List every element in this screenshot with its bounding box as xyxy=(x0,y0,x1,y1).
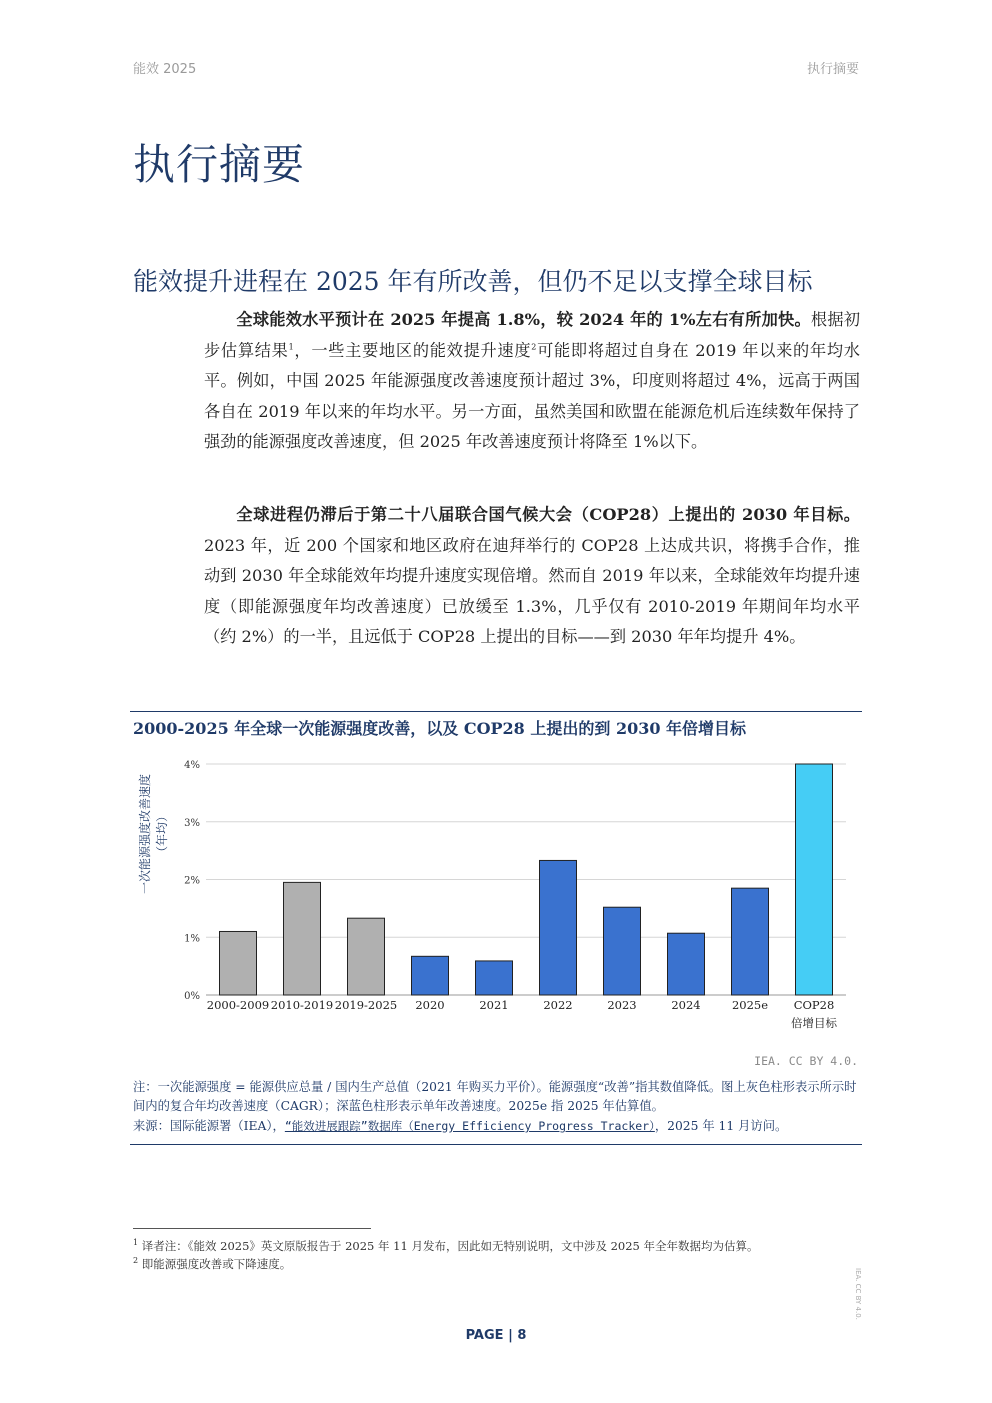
bar-chart xyxy=(130,750,862,1050)
x-tick-label: 2023 xyxy=(607,998,637,1012)
chart-credit: IEA. CC BY 4.0. xyxy=(754,1054,858,1068)
footnote-2 xyxy=(133,1256,291,1272)
side-credit: IEA. CC BY 4.0. xyxy=(854,1268,862,1320)
paragraph-1-text-c: 可能即将超过自身在 2019 年以来的年均水平。例如，中国 2025 年能源强度改善速度预计超过 3%，印度则将超过 4%，远高于两国各自在 2019 年以来的年均水平。另一方面，虽然美国和欧盟在能源危机后连续数年保持了强劲的能源强度改善速度，但 2025 年改善速度预计将降至 1%以下。 xyxy=(204,340,860,452)
paragraph-1-lead: 全球能效水平预计在 2025 年提高 1.8%，较 2024 年的 1%左右有所加快。 xyxy=(236,310,811,329)
x-tick-label: 2010-2019 xyxy=(270,998,334,1012)
bar-7 xyxy=(604,907,641,995)
y-axis-ticks xyxy=(184,760,200,1002)
page-title: 执行摘要 xyxy=(133,140,306,189)
source-prefix: 来源：国际能源署（IEA）， xyxy=(133,1119,285,1133)
source-link[interactable]: “能效进展跟踪”数据库（Energy Efficiency Progress Tracker） xyxy=(284,1119,655,1133)
x-tick-label: 2000-2009 xyxy=(206,998,270,1012)
bar-9 xyxy=(732,888,769,995)
x-tick-label: 2021 xyxy=(479,998,509,1012)
y-tick-label: 0% xyxy=(184,991,200,1002)
bar-4 xyxy=(412,956,449,995)
paragraph-1 xyxy=(204,305,860,458)
bar-10 xyxy=(796,764,833,995)
y-axis-label-sub: （年均） xyxy=(155,809,169,859)
x-tick-label: 2022 xyxy=(543,998,573,1012)
chart-note: 注：一次能源强度 = 能源供应总量 / 国内生产总值（2021 年购买力平价）。能源强度“改善”指其数值降低。图上灰色柱形表示所示时间内的复合年均改善速度（CAGR）；深蓝色柱形表示单年改善速度。2025e 指 2025 年估算值。 xyxy=(133,1080,857,1113)
x-tick-label: COP28 xyxy=(793,998,835,1012)
footnote-2-mark: 2 xyxy=(133,1256,139,1266)
footnote-1-text: 译者注：《能效 2025》英文原版报告于 2025 年 11 月发布，因此如无特别说明，文中涉及 2025 年全年数据均为估算。 xyxy=(141,1239,759,1253)
x-tick-label: 2019-2025 xyxy=(334,998,398,1012)
running-header-right: 执行摘要 xyxy=(806,62,859,77)
bar-6 xyxy=(540,860,577,995)
footnote-1 xyxy=(133,1238,759,1254)
chart-source xyxy=(133,1117,861,1136)
figure-top-rule xyxy=(130,711,862,712)
paragraph-1-text-b: ，一些主要地区的能效提升速度 xyxy=(293,340,532,360)
paragraph-2-text: 2023 年，近 200 个国家和地区政府在迪拜举行的 COP28 上达成共识，将携手合作，推动到 2030 年全球能效年均提升速度实现倍增。然而自 2019 年以来，全球能效年均提升速度（即能源强度年均改善速度）已放缓至 1.3%，几乎仅有 2010-2019 年期间年均水平（约 2%）的一半，且远低于 COP28 上提出的目标——到 2030 年年均提升 4%。 xyxy=(204,535,860,647)
bar-1 xyxy=(220,931,257,995)
bar-3 xyxy=(348,918,385,995)
page-number-value: 8 xyxy=(517,1328,527,1343)
chart-title: 2000-2025 年全球一次能源强度改善，以及 COP28 上提出的到 2030 年倍增目标 xyxy=(133,719,747,738)
bar-8 xyxy=(668,933,705,995)
section-title: 能效提升进程在 2025 年有所改善，但仍不足以支撑全球目标 xyxy=(133,267,813,296)
figure-bottom-rule xyxy=(130,1144,862,1145)
source-suffix: ，2025 年 11 月访问。 xyxy=(654,1119,788,1133)
page-label: PAGE xyxy=(465,1328,504,1343)
paragraph-2-lead: 全球进程仍滞后于第二十八届联合国气候大会（COP28）上提出的 2030 年目标。 xyxy=(236,505,860,524)
x-tick-label: 2024 xyxy=(671,998,701,1012)
x-tick-label: 2020 xyxy=(415,998,445,1012)
footnote-1-mark: 1 xyxy=(133,1238,139,1248)
bar-5 xyxy=(476,961,513,995)
x-tick-label: 倍增目标 xyxy=(791,1016,837,1030)
paragraph-2 xyxy=(204,500,860,653)
paragraph-1-text-a: 根据初步估算结果 xyxy=(204,310,861,360)
x-tick-label: 2025e xyxy=(731,998,769,1012)
footnote-rule xyxy=(133,1228,371,1229)
y-axis-label: 一次能源强度改善速度 xyxy=(138,773,152,895)
footnote-2-text: 即能源强度改善或下降速度。 xyxy=(141,1257,292,1271)
y-tick-label: 1% xyxy=(184,933,200,945)
y-tick-label: 3% xyxy=(184,817,200,829)
y-tick-label: 2% xyxy=(184,875,200,887)
running-header-left: 能效 2025 xyxy=(133,62,197,77)
y-tick-label: 4% xyxy=(184,760,200,771)
x-axis-labels xyxy=(207,998,838,1030)
footnote-ref-1[interactable]: 1 xyxy=(288,342,294,352)
bar-2 xyxy=(284,882,321,995)
page-number: PAGE | 8 xyxy=(465,1328,527,1343)
footnote-ref-2[interactable]: 2 xyxy=(531,342,537,352)
